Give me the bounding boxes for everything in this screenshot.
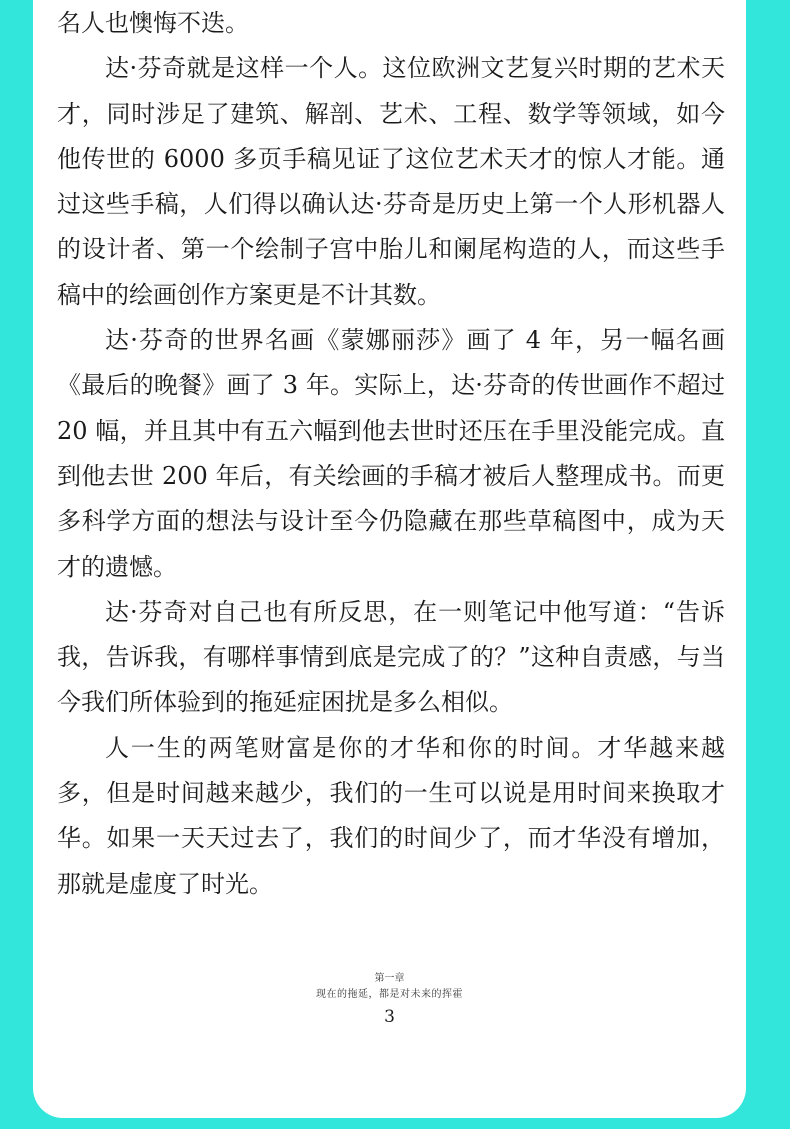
- chapter-label: 第一章: [374, 973, 405, 984]
- book-page: [33, 0, 746, 1118]
- paragraph: 人一生的两笔财富是你的才华和你的时间。才华越来越多，但是时间越来越少，我们的一生可以说是用时间来换取才华。如果一天天过去了，我们的时间少了，而才华没有增加，那就是虚度了时光。: [57, 733, 725, 898]
- page-number: 3: [384, 1007, 395, 1027]
- body-text: [57, 1, 725, 907]
- chapter-subtitle: 现在的拖延，都是对未来的挥霍: [316, 989, 463, 1000]
- paragraph: 达·芬奇对自己也有所反思，在一则笔记中他写道：“告诉我，告诉我，有哪样事情到底是完成了的？”这种自责感，与当今我们所体验到的拖延症困扰是多么相似。: [57, 597, 725, 717]
- paragraph: 达·芬奇就是这样一个人。这位欧洲文艺复兴时期的艺术天才，同时涉足了建筑、解剖、艺术、工程、数学等领域，如今他传世的 6000 多页手稿见证了这位艺术天才的惊人才能。通过这些手稿，人们得以确认达·芬奇是历史上第一个人形机器人的设计者、第一个绘制子宫中胎儿和阑尾构造的人，而这些手稿中的绘画创作方案更是不计其数。: [57, 54, 725, 309]
- paragraph-continued: 名人也懊悔不迭。: [57, 9, 249, 37]
- paragraph: 达·芬奇的世界名画《蒙娜丽莎》画了 4 年，另一幅名画《最后的晚餐》画了 3 年。实际上，达·芬奇的传世画作不超过 20 幅，并且其中有五六幅到他去世时还压在手里没能完成。直到他去世 200 年后，有关绘画的手稿才被后人整理成书。而更多科学方面的想法与设计至今仍隐藏在那些草稿图中，成为天才的遗憾。: [57, 326, 725, 581]
